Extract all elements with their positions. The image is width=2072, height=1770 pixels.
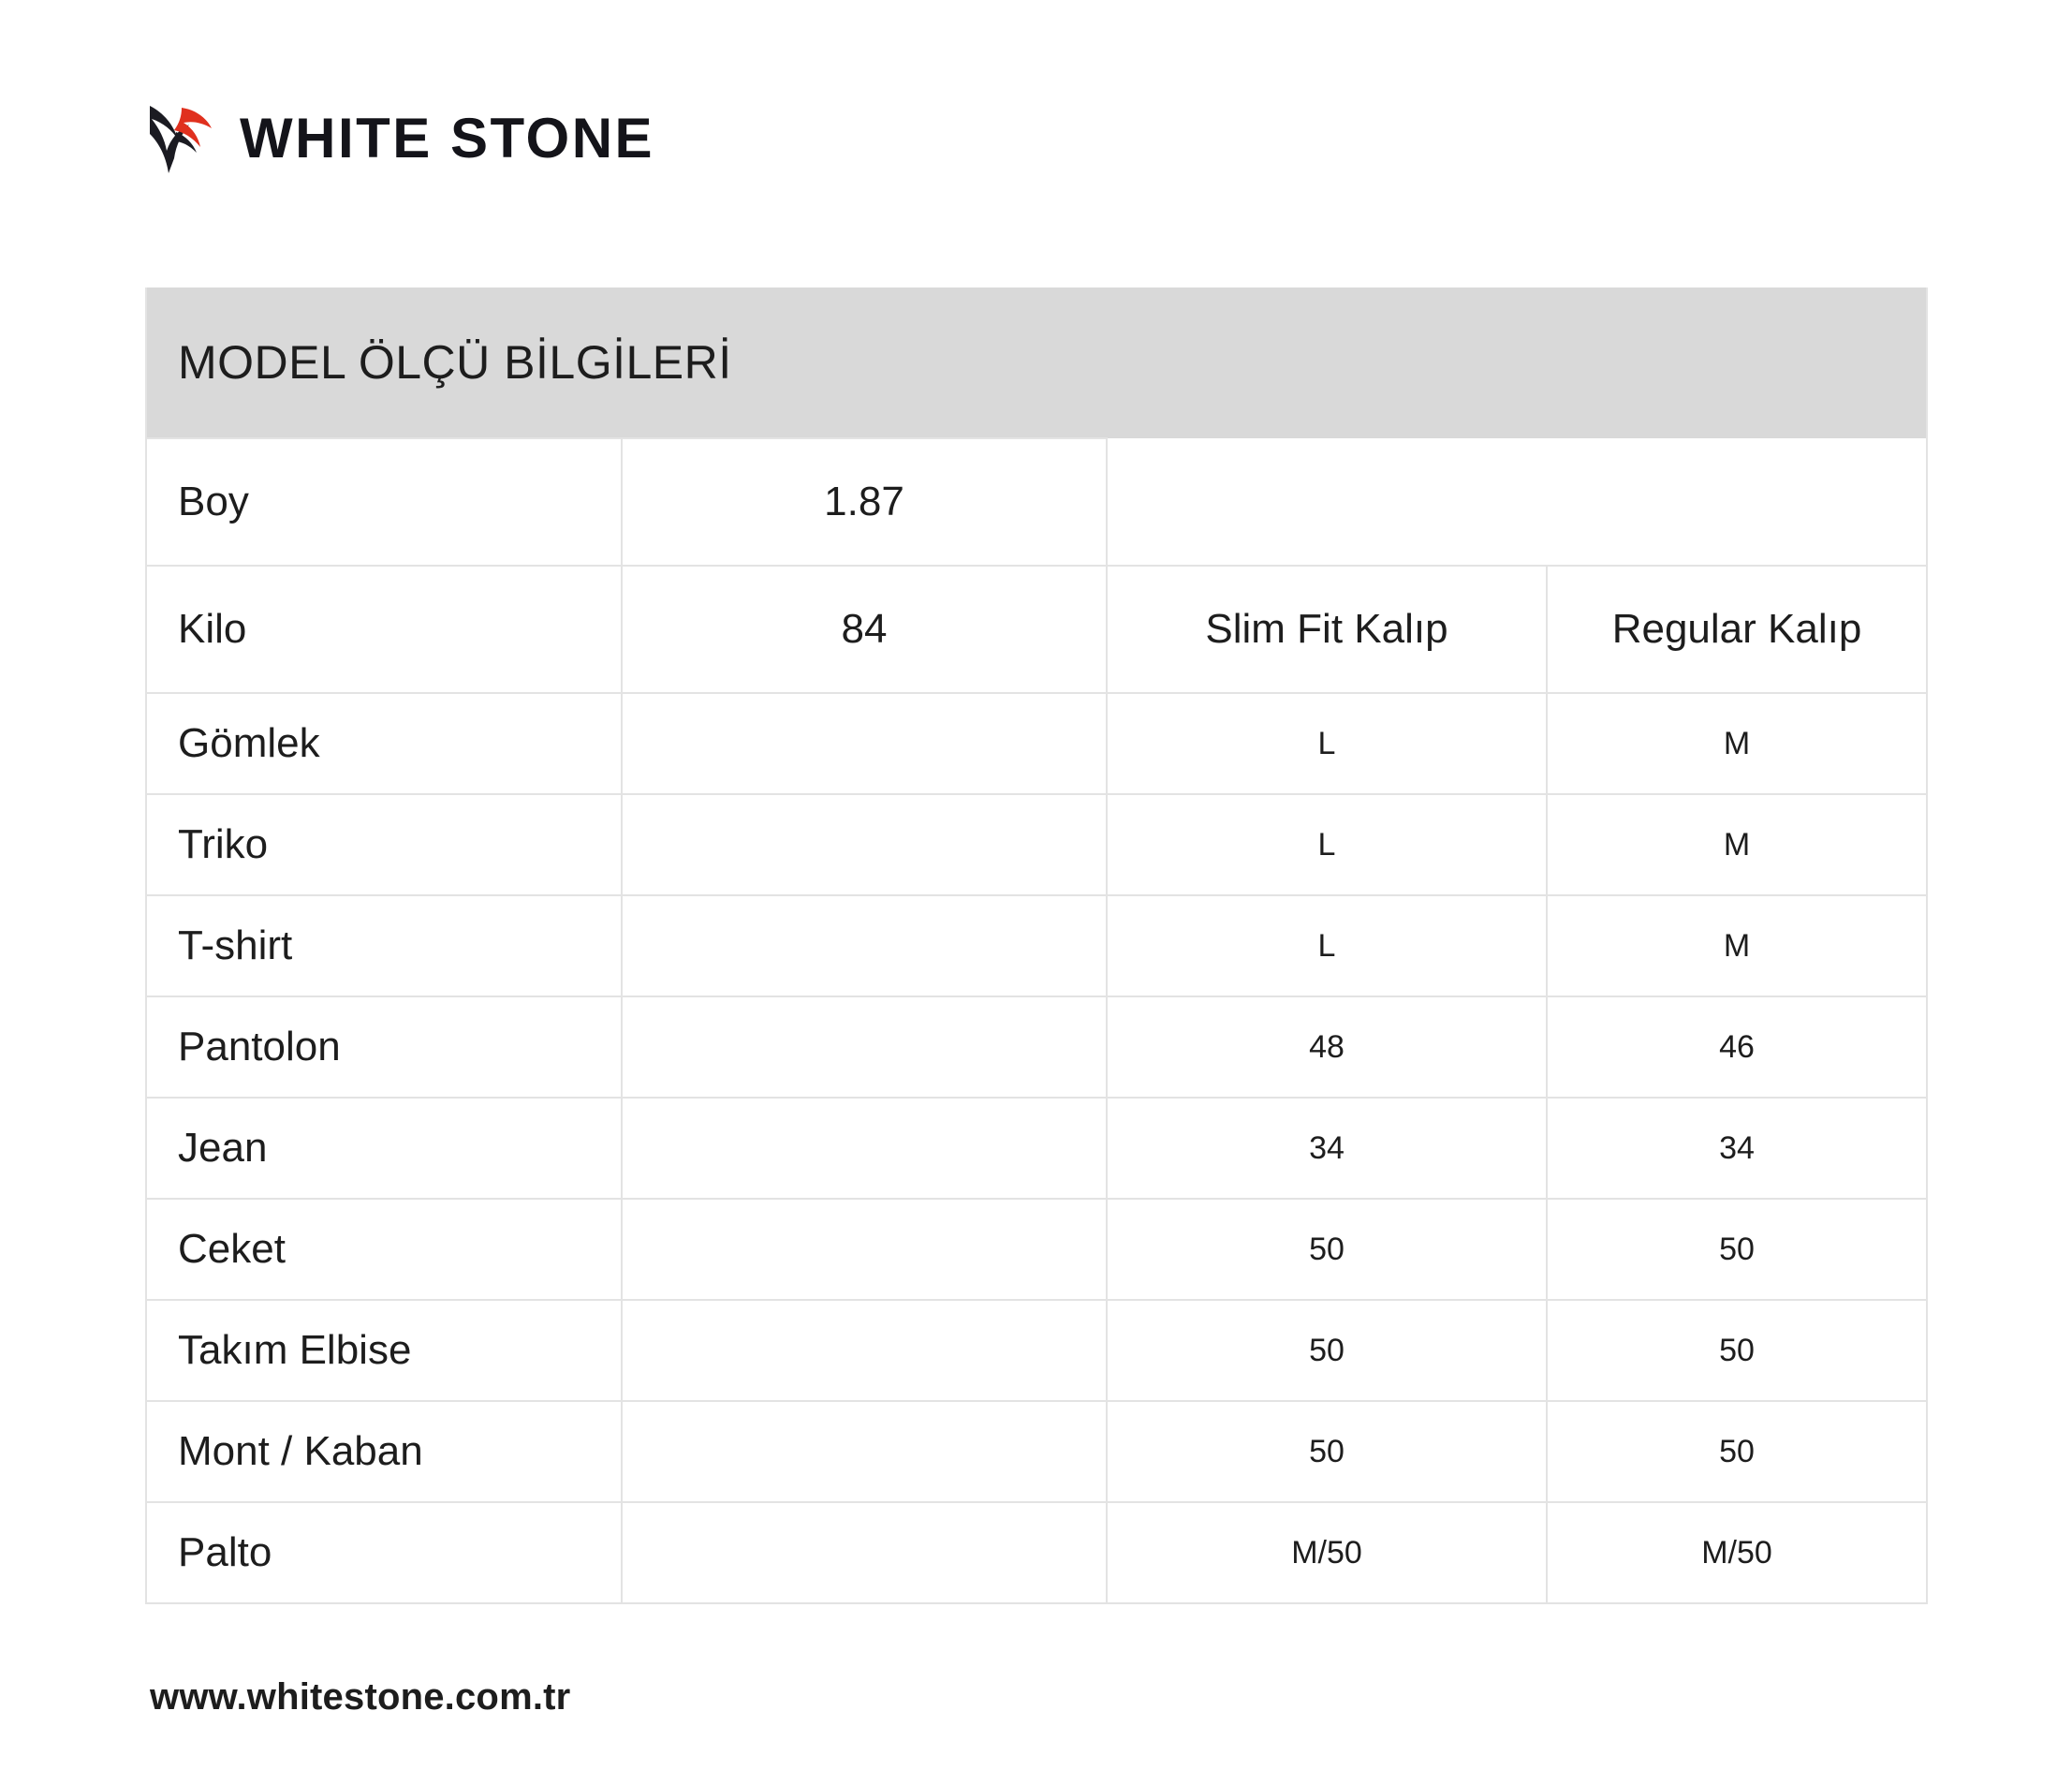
- table-row: [146, 895, 1927, 996]
- table-row: [146, 996, 1927, 1098]
- table-row: [146, 693, 1927, 794]
- table-row: [146, 1502, 1927, 1603]
- table-row: [146, 794, 1927, 895]
- row-value-slim: 34: [1107, 1098, 1547, 1199]
- row-spacer-cell: [622, 794, 1107, 895]
- row-value-slim: 50: [1107, 1199, 1547, 1300]
- brand-name: WHITE STONE: [240, 107, 655, 170]
- size-table: [145, 288, 1928, 1604]
- column-header-regular: Regular Kalıp: [1547, 566, 1927, 693]
- row-value-slim: M/50: [1107, 1502, 1547, 1603]
- row-value-regular: M: [1547, 794, 1927, 895]
- row-spacer-cell: [622, 1300, 1107, 1401]
- table-row: [146, 1300, 1927, 1401]
- table-title-row: [146, 288, 1927, 438]
- row-spacer-cell: [622, 693, 1107, 794]
- row-value-slim: 48: [1107, 996, 1547, 1098]
- row-label: Jean: [146, 1098, 622, 1199]
- table-row: [146, 1098, 1927, 1199]
- row-label: Gömlek: [146, 693, 622, 794]
- row-spacer-cell: [622, 1502, 1107, 1603]
- row-spacer-cell: [622, 996, 1107, 1098]
- row-label: Pantolon: [146, 996, 622, 1098]
- row-label: Mont / Kaban: [146, 1401, 622, 1502]
- row-value-slim: L: [1107, 895, 1547, 996]
- row-value-slim: L: [1107, 693, 1547, 794]
- empty-cell: [1107, 438, 1927, 566]
- row-label: Takım Elbise: [146, 1300, 622, 1401]
- row-spacer-cell: [622, 1098, 1107, 1199]
- table-title: MODEL ÖLÇÜ BİLGİLERİ: [146, 288, 1927, 438]
- row-label: Triko: [146, 794, 622, 895]
- row-label-kilo: Kilo: [146, 566, 622, 693]
- table-row: [146, 1401, 1927, 1502]
- row-label-boy: Boy: [146, 438, 622, 566]
- row-value-kilo: 84: [622, 566, 1107, 693]
- table-row: [146, 1199, 1927, 1300]
- row-value-regular: 34: [1547, 1098, 1927, 1199]
- row-value-regular: 50: [1547, 1199, 1927, 1300]
- stylized-bird-logo-icon: [140, 98, 213, 179]
- website-url[interactable]: www.whitestone.com.tr: [150, 1676, 571, 1718]
- row-spacer-cell: [622, 1401, 1107, 1502]
- row-value-regular: 50: [1547, 1401, 1927, 1502]
- row-value-slim: 50: [1107, 1300, 1547, 1401]
- row-label: T-shirt: [146, 895, 622, 996]
- size-table-container: [145, 288, 1926, 1604]
- row-value-slim: L: [1107, 794, 1547, 895]
- table-row-boy: [146, 438, 1927, 566]
- column-header-slim-fit: Slim Fit Kalıp: [1107, 566, 1547, 693]
- row-label: Palto: [146, 1502, 622, 1603]
- row-spacer-cell: [622, 895, 1107, 996]
- row-value-slim: 50: [1107, 1401, 1547, 1502]
- table-row-kilo: [146, 566, 1927, 693]
- row-label: Ceket: [146, 1199, 622, 1300]
- row-value-regular: M/50: [1547, 1502, 1927, 1603]
- row-spacer-cell: [622, 1199, 1107, 1300]
- row-value-regular: 46: [1547, 996, 1927, 1098]
- brand-header: [140, 98, 654, 179]
- row-value-boy: 1.87: [622, 438, 1107, 566]
- row-value-regular: 50: [1547, 1300, 1927, 1401]
- row-value-regular: M: [1547, 693, 1927, 794]
- row-value-regular: M: [1547, 895, 1927, 996]
